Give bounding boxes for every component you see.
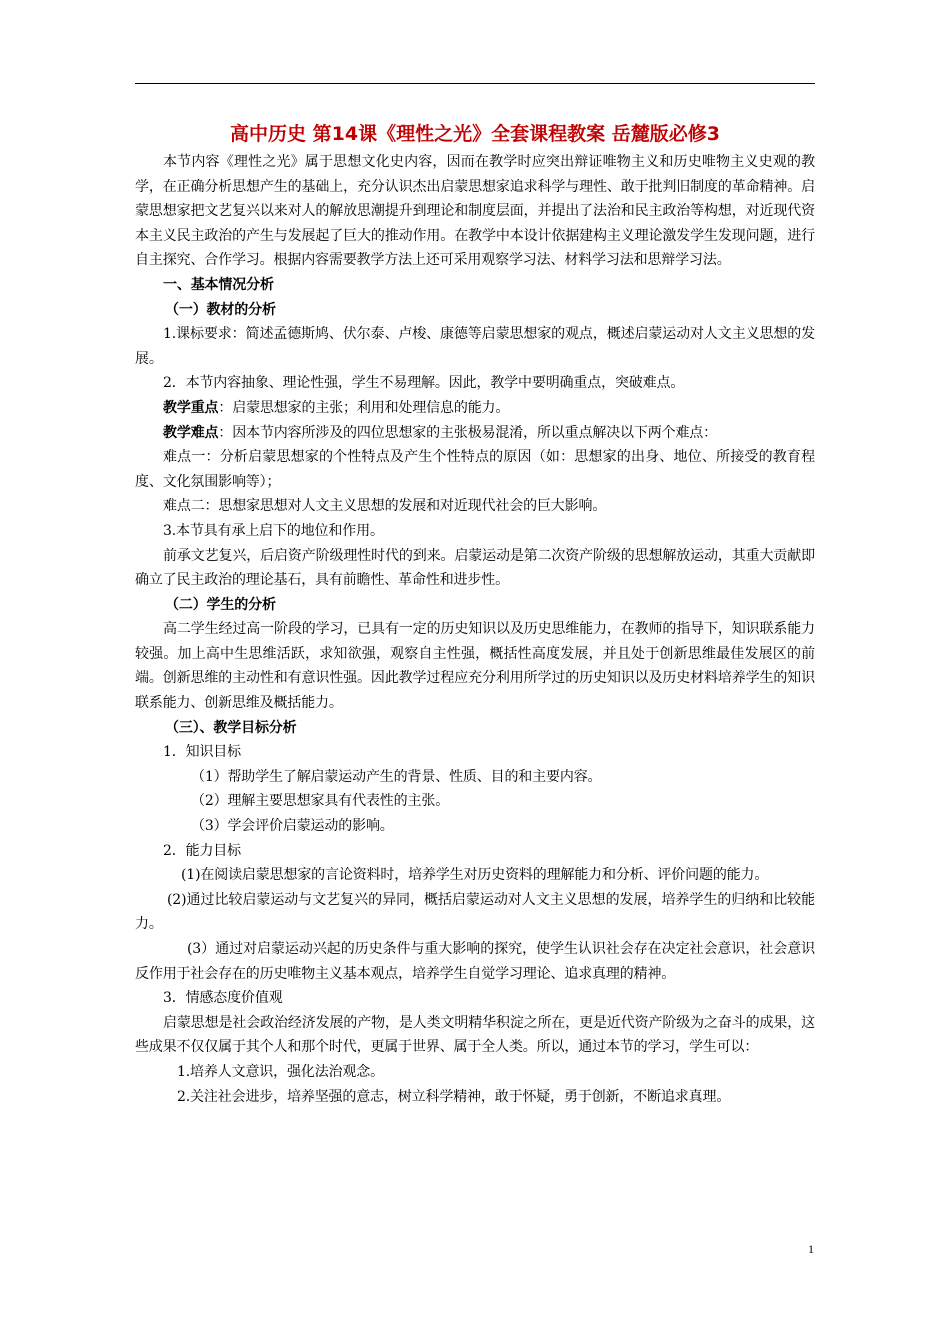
values-objective: 2.关注社会进步，培养坚强的意志，树立科学精神，敢于怀疑，勇于创新，不断追求真理。 (177, 1088, 731, 1105)
content-difficulty-note: 2．本节内容抽象、理论性强，学生不易理解。因此，教学中要明确重点，突破难点。 (163, 375, 685, 392)
teaching-focus-text: ：启蒙思想家的主张；利用和处理信息的能力。 (218, 399, 510, 416)
knowledge-objective: （3）学会评价启蒙运动的影响。 (191, 818, 394, 835)
ability-objective: (3）通过对启蒙运动兴起的历史条件与重大影响的探究，使学生认识社会存在决定社会意识，社会意识反作用于社会存在的历史唯物主义基本观点，培养学生自觉学习理论、追求真理的精神。 (135, 941, 815, 982)
intro-paragraph: 本节内容《理性之光》属于思想文化史内容，因而在教学时应突出辩证唯物主义和历史唯物主义史观的教学，在正确分析思想产生的基础上，充分认识杰出启蒙思想家追求科学与理性、敢于批判旧制度的革命精神。启蒙思想家把文艺复兴以来对人的解放思潮提升到理论和制度层面，并提出了法治和民主政治等构想，对近现代资本主义民主政治的产生与发展起了巨大的推动作用。在教学中本设计依据建构主义理论激发学生发现问题，进行自主探究、合作学习。根据内容需要教学方法上还可采用观察学习法、材料学习法和思辩学习法。 (135, 154, 815, 269)
difficulty-two: 难点二：思想家思想对人文主义思想的发展和对近现代社会的巨大影响。 (163, 498, 607, 515)
knowledge-objective: （1）帮助学生了解启蒙运动产生的背景、性质、目的和主要内容。 (191, 768, 602, 785)
section-heading-basic-analysis: 一、基本情况分析 (163, 276, 274, 293)
values-objective: 1.培养人文意识，强化法治观念。 (177, 1063, 384, 1080)
lesson-position: 3.本节具有承上启下的地位和作用。 (163, 522, 384, 539)
teaching-difficulty-label: 教学难点 (163, 424, 219, 441)
page-number: 1 (808, 1242, 814, 1256)
difficulty-one: 难点一：分析启蒙思想家的个性特点及产生个性特点的原因（如：思想家的出身、地位、所接受的教育程度、文化氛围影响等）； (135, 449, 815, 490)
subsection-heading-textbook: （一）教材的分析 (165, 301, 276, 318)
values-objectives-text: 启蒙思想是社会政治经济发展的产物，是人类文明精华积淀之所在，更是近代资产阶级为之奋斗的成果，这些成果不仅仅属于其个人和那个时代，更属于世界、属于全人类。所以，通过本节的学习，学生可以： (135, 1014, 815, 1056)
document-title: 高中历史 第14课《理性之光》全套课程教案 岳麓版必修3 (230, 123, 720, 145)
teaching-focus (135, 396, 815, 421)
teaching-difficulty-text: ：因本节内容所涉及的四位思想家的主张极易混淆，所以重点解决以下两个难点： (218, 424, 718, 441)
teaching-difficulty (135, 421, 815, 446)
knowledge-objectives-heading: 1．知识目标 (163, 744, 242, 761)
ability-objective: (2)通过比较启蒙运动与文艺复兴的异同，概括启蒙运动对人文主义思想的发展，培养学生的归纳和比较能力。 (135, 891, 815, 933)
header-rule (135, 83, 815, 84)
values-objectives-heading: 3．情感态度价值观 (163, 990, 283, 1007)
curriculum-requirement: 1.课标要求：简述孟德斯鸠、伏尔泰、卢梭、康德等启蒙思想家的观点，概述启蒙运动对人文主义思想的发展。 (135, 326, 815, 367)
student-analysis-text: 高二学生经过高一阶段的学习，已具有一定的历史知识以及历史思维能力，在教师的指导下，知识联系能力较强。加上高中生思维活跃，求知欲强，观察自主性强，概括性高度发展，并且处于创新思维最佳发展区的前端。创新思维的主动性和有意识性强。因此教学过程应充分利用所学过的历史知识以及历史材料培养学生的知识联系能力、创新思维及概括能力。 (135, 621, 815, 712)
subsection-heading-students: （二）学生的分析 (165, 596, 276, 613)
lesson-position-text: 前承文艺复兴，后启资产阶级理性时代的到来。启蒙运动是第二次资产阶级的思想解放运动，其重大贡献即确立了民主政治的理论基石，具有前瞻性、革命性和进步性。 (135, 547, 815, 589)
subsection-heading-objectives: （三）、教学目标分析 (165, 719, 297, 736)
teaching-focus-label: 教学重点 (163, 399, 219, 416)
ability-objective: (1)在阅读启蒙思想家的言论资料时，培养学生对历史资料的理解能力和分析、评价问题的能力。 (181, 867, 769, 884)
ability-objectives-heading: 2．能力目标 (163, 842, 242, 859)
document-body (135, 150, 815, 1109)
knowledge-objective: （2）理解主要思想家具有代表性的主张。 (191, 793, 450, 810)
